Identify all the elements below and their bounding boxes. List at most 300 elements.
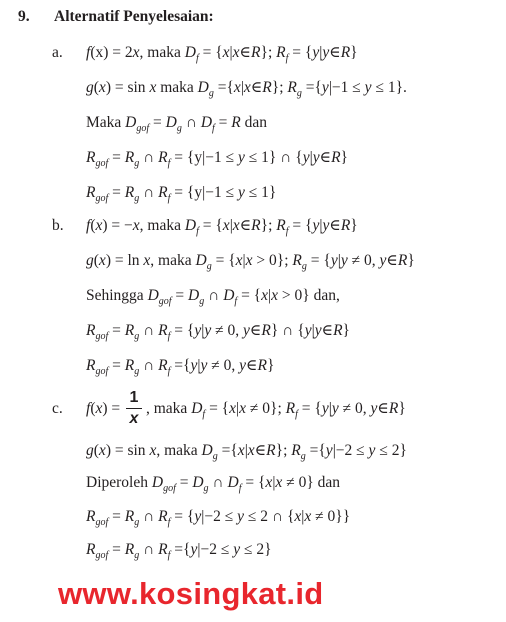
math-text: | [319, 217, 323, 234]
watermark-url: www.kosingkat.id [58, 576, 324, 611]
math-text: = [108, 322, 125, 339]
math-text: = { [288, 44, 313, 61]
math-variable: y [325, 442, 333, 459]
math-variable: D [223, 287, 235, 304]
math-variable: R [285, 400, 296, 417]
math-text: = [214, 114, 232, 131]
math-variable: R [124, 184, 135, 201]
part-b-line-5 [86, 356, 274, 382]
math-variable: y [237, 149, 245, 166]
math-variable: R [340, 44, 351, 61]
math-text: | [201, 322, 205, 339]
math-text: } [350, 217, 358, 234]
math-text: = [108, 508, 125, 525]
math-variable: D [227, 474, 239, 491]
math-variable: R [124, 508, 135, 525]
math-text: ( [93, 252, 99, 269]
math-text: ) = sin [105, 442, 150, 459]
math-variable: x [245, 252, 253, 269]
subscript: f [295, 409, 298, 420]
math-variable: R [158, 149, 168, 166]
math-text: = { [170, 508, 195, 525]
math-text: ∈ [321, 322, 334, 339]
math-text: dan [240, 114, 268, 131]
math-variable: y [321, 79, 329, 96]
fraction-numerator: 1 [129, 389, 139, 406]
math-text: ={ [305, 442, 326, 459]
math-variable: f [86, 400, 91, 417]
math-text: maka [156, 79, 198, 96]
part-a-label: a. [52, 44, 63, 61]
math-variable: f [86, 217, 91, 234]
math-text: = [171, 287, 189, 304]
math-variable: y [330, 252, 338, 269]
subscript: f [167, 331, 171, 342]
math-text: | [236, 400, 240, 417]
math-text: ≤ 1}. [371, 79, 407, 96]
math-variable: f [86, 44, 91, 61]
math-variable: R [251, 217, 261, 234]
math-text: | [337, 252, 341, 269]
math-variable: R [340, 217, 351, 234]
math-variable: R [124, 149, 135, 166]
math-variable: x [265, 474, 273, 491]
math-variable: x [95, 217, 103, 234]
math-text: , maka [156, 442, 202, 459]
math-text: ) = ln [105, 252, 144, 269]
math-text: }; [271, 79, 288, 96]
math-text: ∈ [319, 149, 332, 166]
math-variable: D [147, 287, 159, 304]
math-variable: R [158, 322, 168, 339]
subscript: g [134, 366, 140, 377]
math-variable: D [165, 114, 177, 131]
math-text: ∩ [139, 541, 159, 558]
math-text: ≠ 0}; [246, 400, 286, 417]
subscript: g [134, 193, 140, 204]
math-variable: R [397, 252, 408, 269]
math-variable: y [321, 400, 329, 417]
subscript: f [238, 483, 242, 494]
math-text: ( [90, 217, 96, 234]
subscript: g [134, 550, 140, 561]
math-text: = [108, 149, 125, 166]
math-text: = { [237, 287, 262, 304]
math-text: ) = − [102, 217, 133, 234]
math-text: , maka [150, 252, 196, 269]
math-text: = { [306, 252, 331, 269]
part-b-line-1 [86, 216, 358, 242]
math-text: } [342, 322, 350, 339]
math-text: ≠ 0, [211, 322, 244, 339]
math-text: = {y|−1 ≤ [170, 184, 238, 201]
math-text: | [272, 474, 276, 491]
math-variable: x [233, 79, 241, 96]
math-text: , maka [139, 217, 185, 234]
math-text: ∈ [249, 322, 262, 339]
math-variable: R [124, 541, 135, 558]
subscript: g [134, 158, 140, 169]
fraction-bar [126, 408, 142, 409]
math-text: |−1 ≤ [328, 79, 365, 96]
math-text: (x) = 2 [90, 44, 133, 61]
math-variable: y [237, 508, 244, 525]
subscript: g [206, 261, 212, 272]
math-variable: D [197, 79, 209, 96]
subscript: f [167, 193, 171, 204]
subscript: f [167, 517, 171, 528]
math-text: | [309, 149, 313, 166]
math-text: ∈ [329, 217, 341, 234]
math-text: | [197, 357, 201, 374]
math-variable: x [232, 44, 240, 61]
math-variable: D [195, 252, 207, 269]
math-variable: R [251, 44, 261, 61]
math-text: ∈ [239, 44, 252, 61]
math-variable: x [294, 508, 302, 525]
math-variable: x [149, 79, 157, 96]
math-variable: R [292, 252, 302, 269]
math-variable: g [86, 79, 94, 96]
math-text: = { [205, 400, 230, 417]
math-text: } [407, 252, 415, 269]
math-variable: R [158, 541, 168, 558]
part-a-line-4 [86, 148, 348, 174]
math-variable: R [262, 79, 272, 96]
subscript: g [203, 483, 209, 494]
math-text: Diperoleh [86, 474, 152, 491]
part-b-label: b. [52, 217, 64, 234]
math-variable: x [232, 217, 240, 234]
math-text: = {y|−1 ≤ [170, 149, 238, 166]
math-text: }; [260, 44, 277, 61]
subscript: gof [95, 517, 109, 528]
math-variable: R [86, 357, 96, 374]
math-variable: g [86, 252, 94, 269]
math-variable: R [287, 79, 297, 96]
math-text: = { [241, 474, 266, 491]
math-variable: R [158, 508, 168, 525]
subscript: g [199, 296, 205, 307]
math-variable: x [222, 44, 230, 61]
math-text: ∈ [239, 217, 252, 234]
math-text: ={ [213, 79, 234, 96]
math-text: = [108, 541, 125, 558]
math-variable: y [239, 357, 247, 374]
math-variable: x [243, 79, 251, 96]
math-text: = { [170, 322, 195, 339]
math-variable: x [271, 287, 279, 304]
fraction-denominator: x [129, 410, 139, 427]
math-variable: x [132, 217, 140, 234]
math-text: } [350, 44, 358, 61]
math-variable: R [86, 541, 96, 558]
math-text: ≠ 0} dan [282, 474, 341, 491]
math-variable: D [192, 474, 204, 491]
math-variable: R [388, 400, 399, 417]
math-text: ≤ 2} [240, 541, 272, 558]
math-variable: y [331, 400, 339, 417]
part-b-line-4 [86, 321, 350, 347]
subscript: g [208, 88, 214, 99]
math-variable: R [86, 149, 96, 166]
math-text: ∩ [139, 322, 159, 339]
math-variable: y [312, 44, 320, 61]
part-c-line-1-rhs [146, 399, 406, 425]
math-text: , maka [139, 44, 185, 61]
subscript: gof [136, 123, 150, 134]
math-text: | [328, 400, 332, 417]
math-variable: D [201, 442, 213, 459]
math-text: ≠ 0, [347, 252, 380, 269]
math-text: ={ [217, 442, 238, 459]
math-variable: y [194, 322, 202, 339]
math-text: ≠ 0, [338, 400, 371, 417]
subscript: f [167, 366, 171, 377]
math-text: |−2 ≤ [197, 541, 234, 558]
fraction-one-over-x [126, 389, 142, 428]
math-text: | [311, 322, 315, 339]
math-variable: R [158, 357, 168, 374]
math-variable: y [322, 44, 330, 61]
math-variable: x [229, 400, 237, 417]
math-text: ≠ 0, [207, 357, 240, 374]
part-a-line-5 [86, 183, 276, 209]
part-c-line-2 [86, 441, 407, 467]
subscript: f [202, 409, 206, 420]
math-variable: g [86, 442, 94, 459]
part-c-line-4 [86, 507, 350, 533]
math-text: ∩ [139, 357, 159, 374]
subscript: g [296, 88, 302, 99]
math-variable: x [143, 252, 151, 269]
math-variable: R [266, 442, 276, 459]
subscript: g [134, 331, 140, 342]
math-variable: y [368, 442, 376, 459]
math-variable: y [237, 184, 245, 201]
math-text: ∩ [139, 508, 159, 525]
math-variable: R [86, 508, 96, 525]
math-text: | [268, 287, 272, 304]
subscript: g [134, 517, 140, 528]
part-a-line-1 [86, 43, 358, 69]
math-text: | [319, 44, 323, 61]
subscript: f [167, 550, 171, 561]
math-text: | [229, 217, 233, 234]
math-variable: x [132, 44, 140, 61]
math-variable: y [190, 357, 198, 374]
math-variable: x [98, 79, 106, 96]
math-variable: y [302, 149, 310, 166]
math-text: ∈ [377, 400, 389, 417]
math-variable: x [247, 442, 255, 459]
math-variable: x [275, 474, 283, 491]
math-text: = [108, 357, 125, 374]
math-variable: R [291, 442, 301, 459]
subscript: f [234, 296, 238, 307]
math-text: }; [275, 442, 292, 459]
math-text: ≤ 2} [375, 442, 407, 459]
problem-number: 9. [18, 8, 30, 25]
subscript: g [300, 451, 306, 462]
math-variable: R [257, 357, 267, 374]
math-text: ∩ [139, 184, 159, 201]
math-variable: R [276, 44, 286, 61]
math-variable: y [233, 541, 241, 558]
math-variable: D [200, 114, 213, 131]
math-text: ∈ [386, 252, 398, 269]
math-variable: y [379, 252, 387, 269]
math-variable: y [364, 79, 372, 96]
math-variable: x [304, 508, 312, 525]
subscript: gof [95, 550, 109, 561]
part-a-line-2 [86, 78, 407, 104]
math-variable: y [340, 252, 348, 269]
math-text: ∩ [181, 114, 201, 131]
math-text: > 0}; [252, 252, 293, 269]
math-text: = { [297, 400, 322, 417]
part-c-line-5 [86, 540, 272, 566]
subscript: f [167, 158, 171, 169]
subscript: g [301, 261, 307, 272]
subscript: gof [95, 193, 109, 204]
subscript: gof [95, 366, 109, 377]
solution-heading: Alternatif Penyelesaian: [54, 8, 214, 25]
part-b-line-3 [86, 286, 340, 312]
math-text: ≤ 1} ∩ { [244, 149, 303, 166]
math-text: | [301, 508, 305, 525]
part-c-line-1-lhs [86, 399, 120, 419]
math-variable: x [237, 442, 245, 459]
math-variable: y [322, 217, 330, 234]
math-variable: x [98, 442, 106, 459]
math-variable: x [149, 442, 157, 459]
math-text: ) = sin [105, 79, 150, 96]
math-variable: D [191, 400, 203, 417]
subscript: gof [95, 158, 109, 169]
math-variable: D [184, 217, 197, 234]
math-variable: D [184, 44, 196, 61]
math-text: | [242, 252, 246, 269]
math-text: | [244, 442, 248, 459]
math-text: ( [93, 442, 99, 459]
math-text: ∩ [204, 287, 224, 304]
math-variable: y [312, 149, 320, 166]
math-variable: y [304, 322, 312, 339]
part-c-label: c. [52, 400, 63, 417]
math-text: ) = [102, 400, 121, 417]
math-variable: R [86, 184, 96, 201]
math-variable: R [231, 114, 241, 131]
math-variable: x [222, 217, 230, 234]
math-text: ≤ 1} [244, 184, 277, 201]
math-text: ≠ 0}} [311, 508, 351, 525]
math-text: } ∩ { [270, 322, 305, 339]
math-text: > 0} dan, [278, 287, 340, 304]
subscript: gof [163, 483, 176, 494]
math-text: Maka [86, 114, 126, 131]
math-variable: D [188, 287, 200, 304]
math-variable: R [331, 149, 341, 166]
math-variable: D [125, 114, 137, 131]
math-text: ∩ [208, 474, 228, 491]
math-variable: y [204, 322, 212, 339]
subscript: g [212, 451, 218, 462]
subscript: g [176, 123, 182, 134]
math-variable: y [243, 322, 250, 339]
math-text: }; [260, 217, 277, 234]
math-text: = { [198, 44, 223, 61]
math-variable: y [190, 541, 198, 558]
math-text: ( [90, 400, 96, 417]
part-a-line-3 [86, 113, 267, 139]
math-variable: x [98, 252, 106, 269]
subscript: f [285, 53, 289, 64]
math-variable: x [235, 252, 243, 269]
math-text: } [266, 357, 275, 374]
math-variable: x [261, 287, 269, 304]
math-text: ={ [301, 79, 322, 96]
part-b-line-2 [86, 251, 415, 277]
math-text: Sehingga [86, 287, 148, 304]
math-variable: R [124, 322, 135, 339]
math-text: = [175, 474, 193, 491]
math-variable: R [124, 357, 135, 374]
math-text: |−2 ≤ [201, 508, 238, 525]
math-text: = [149, 114, 166, 131]
math-text: | [229, 44, 233, 61]
subscript: gof [95, 331, 109, 342]
math-variable: x [95, 400, 103, 417]
math-text: = { [211, 252, 236, 269]
math-text: } [340, 149, 348, 166]
math-text: | [240, 79, 244, 96]
math-text: = [108, 184, 125, 201]
math-variable: y [312, 217, 320, 234]
math-text: = { [198, 217, 223, 234]
math-text: ≤ 2 ∩ { [244, 508, 295, 525]
math-text: } [398, 400, 406, 417]
math-text: , maka [146, 400, 192, 417]
math-text: ( [93, 79, 99, 96]
subscript: f [195, 53, 199, 64]
math-variable: y [370, 400, 378, 417]
math-text: |−2 ≤ [332, 442, 369, 459]
math-text: ∩ [139, 149, 159, 166]
math-variable: D [151, 474, 164, 491]
part-c-line-3 [86, 473, 340, 499]
math-text: ∈ [329, 44, 341, 61]
math-variable: y [200, 357, 208, 374]
math-variable: R [333, 322, 343, 339]
math-text: ∈ [246, 357, 258, 374]
math-variable: R [158, 184, 168, 201]
subscript: gof [158, 296, 172, 307]
math-variable: y [314, 322, 322, 339]
math-text: ∈ [250, 79, 263, 96]
math-text: ={ [170, 541, 191, 558]
subscript: f [285, 226, 289, 237]
math-variable: R [276, 217, 286, 234]
subscript: f [212, 123, 215, 134]
math-variable: x [239, 400, 247, 417]
math-variable: R [261, 322, 271, 339]
math-variable: y [194, 508, 202, 525]
math-text: ={ [170, 357, 191, 374]
math-text: = { [288, 217, 313, 234]
math-variable: R [86, 322, 96, 339]
subscript: f [196, 226, 199, 237]
